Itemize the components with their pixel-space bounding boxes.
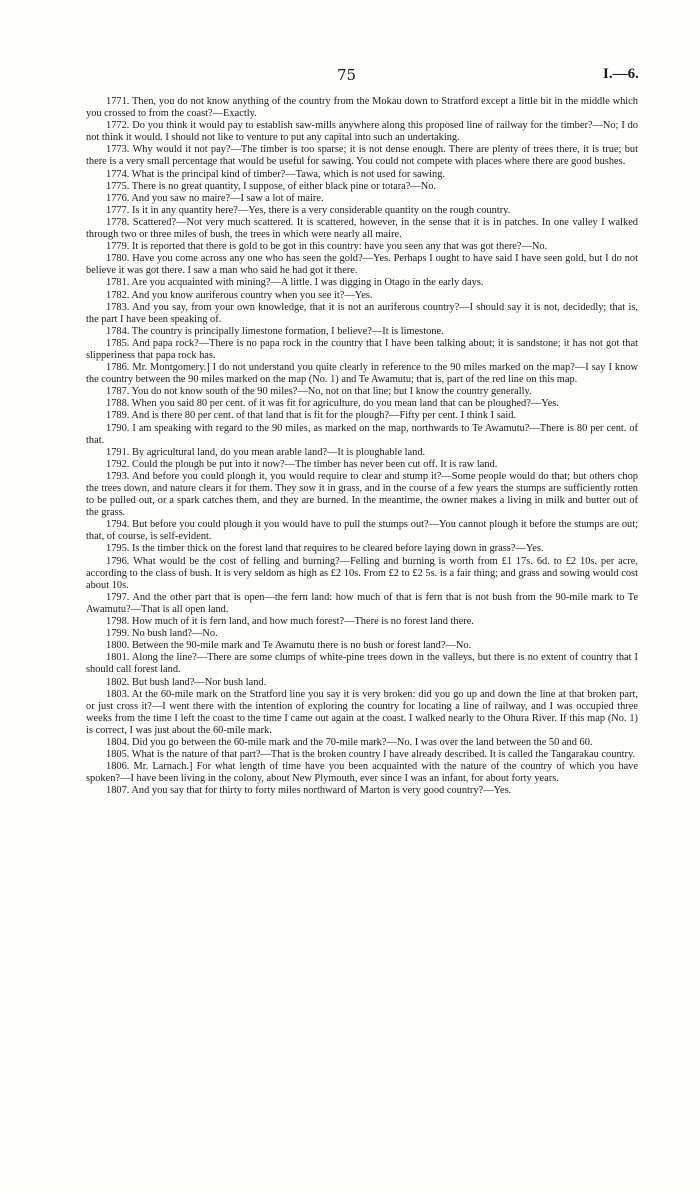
question-1800: 1800. Between the 90-mile mark and Te Awamutu there is no bush or forest land?—No.: [106, 640, 472, 652]
question-1777: 1777. Is it in any quantity here?—Yes, there is a very considerable quantity on the rough country.: [106, 204, 511, 216]
question-1786: 1786. Mr. Montgomery.] I do not understand you quite clearly in reference to the 90 miles marked on the map?—I say I know the country between the 90 miles marked on the map (No. 1) and Te Awamutu; that is, part of the red line on this map.: [86, 362, 638, 386]
question-1783: 1783. And you say, from your own knowledge, that it is not an auriferous country?—I should say it is not, decidedly; that is, the part I have been speaking of.: [86, 301, 638, 325]
question-1771: 1771. Then, you do not know anything of the country from the Mokau down to Stratford except a little bit in the middle which you crossed to from the coast?—Exactly.: [86, 96, 638, 120]
page-number: 75: [337, 66, 357, 84]
question-1787: 1787. You do not know south of the 90 miles?—No, not on that line; but I know the country generally.: [106, 386, 532, 398]
question-1799: 1799. No bush land?—No.: [106, 628, 218, 640]
question-1804: 1804. Did you go between the 60-mile mark and the 70-mile mark?—No. I was over the land between the 50 and 60.: [106, 736, 593, 748]
question-1801: 1801. Along the line?—There are some clumps of white-pine trees down in the valleys, but there is no extent of country that I should call forest land.: [86, 652, 638, 676]
question-1788: 1788. When you said 80 per cent. of it was fit for agriculture, do you mean land that can be ploughed?—Yes.: [106, 398, 559, 410]
question-1805: 1805. What is the nature of that part?—That is the broken country I have already described. It is called the Tangarakau country.: [106, 749, 636, 761]
document-reference: I.—6.: [603, 66, 639, 82]
question-1803: 1803. At the 60-mile mark on the Stratford line you say it is very broken: did you go up and down the line at that broken part, or just cross it?—I went there with the intention of exploring the country for locating a line of railway, and I was occupied three weeks from the time I left the coast to the time I came out again at the coast. I walked nearly to the Ohura River. If this map (No. 1) is correct, I was just about the 60-mile mark.: [86, 688, 638, 736]
question-1772: 1772. Do you think it would pay to establish saw-mills anywhere along this proposed line of railway for the timber?—No; I do not think it would. I should not like to venture to put any capital into such an undertaking.: [86, 120, 638, 144]
question-1773: 1773. Why would it not pay?—The timber is too sparse; it is not dense enough. There are plenty of trees there, it is true; but there is a very small percentage that would be useful for sawing. You could not compete with places where there are good bushes.: [86, 144, 638, 168]
question-1776: 1776. And you saw no maire?—I saw a lot of maire.: [106, 192, 324, 204]
question-1781: 1781. Are you acquainted with mining?—A little. I was digging in Otago in the early days.: [106, 277, 484, 289]
question-1796: 1796. What would be the cost of felling and burning?—Felling and burning is worth from £1 17s. 6d. to £2 10s. per acre, according to the class of bush. It is very seldom as high as £2 10s. From £2 to £2 5s. is a fair thing; and grass and sowing would cost about 10s.: [86, 555, 638, 591]
question-1784: 1784. The country is principally limestone formation, I believe?—It is limestone.: [106, 325, 444, 337]
question-1779: 1779. It is reported that there is gold to be got in this country: have you seen any that was got there?—No.: [106, 241, 548, 253]
question-1798: 1798. How much of it is fern land, and how much forest?—There is no forest land there.: [106, 616, 474, 628]
question-1782: 1782. And you know auriferous country when you see it?—Yes.: [106, 289, 373, 301]
question-1806: 1806. Mr. Larnach.] For what length of time have you been acquainted with the nature of the country of which you have spoken?—I have been living in the colony, about New Plymouth, ever since I was an infant, for about forty years.: [86, 761, 638, 785]
question-1775: 1775. There is no great quantity, I suppose, of either black pine or totara?—No.: [106, 180, 437, 192]
question-1797: 1797. And the other part that is open—the fern land: how much of that is fern that is not bush from the 90-mile mark to Te Awamutu?—That is all open land.: [86, 591, 638, 615]
question-1780: 1780. Have you come across any one who has seen the gold?—Yes. Perhaps I ought to have said I have seen gold, but I do not believe it was got there. I saw a man who said he had got it there.: [86, 253, 638, 277]
question-1790: 1790. I am speaking with regard to the 90 miles, as marked on the map, northwards to Te Awamutu?—There is 80 per cent. of that.: [86, 422, 638, 446]
minutes-of-evidence: [86, 96, 638, 797]
question-1794: 1794. But before you could plough it you would have to pull the stumps out?—You cannot plough it before the stumps are out; that, of course, is self-evident.: [86, 519, 638, 543]
question-1778: 1778. Scattered?—Not very much scattered. It is scattered, however, in the sense that it is in patches. In one valley I walked through two or three miles of bush, the trees in which were nearly all maire.: [86, 216, 638, 241]
question-1791: 1791. By agricultural land, do you mean arable land?—It is ploughable land.: [106, 446, 426, 458]
question-1792: 1792. Could the plough be put into it now?—The timber has never been cut off. It is raw land.: [106, 458, 498, 470]
question-1795: 1795. Is the timber thick on the forest land that requires to be cleared before laying down in grass?—Yes.: [106, 543, 544, 555]
question-1807: 1807. And you say that for thirty to forty miles northward of Marton is very good country?—Yes.: [106, 785, 512, 797]
question-1802: 1802. But bush land?—Nor bush land.: [106, 676, 267, 688]
question-1774: 1774. What is the principal kind of timber?—Tawa, which is not used for sawing.: [106, 168, 446, 180]
question-1793: 1793. And before you could plough it, you would require to clear and stump it?—Some people would do that; but others chop the trees down, and nature clears it for them. They sow it in grass, and in the course of a few years the stumps are sufficiently rotten to be pulled out, or a spark catches them, and they are burned. In the meantime, the owner makes a living in milk and butter out of the grass.: [86, 470, 638, 519]
question-1785: 1785. And papa rock?—There is no papa rock in the country that I have been talking about; it is sandstone; it has not got that slipperiness that papa rock has.: [86, 337, 638, 361]
question-1789: 1789. And is there 80 per cent. of that land that is fit for the plough?—Fifty per cent. I think I said.: [106, 410, 517, 422]
